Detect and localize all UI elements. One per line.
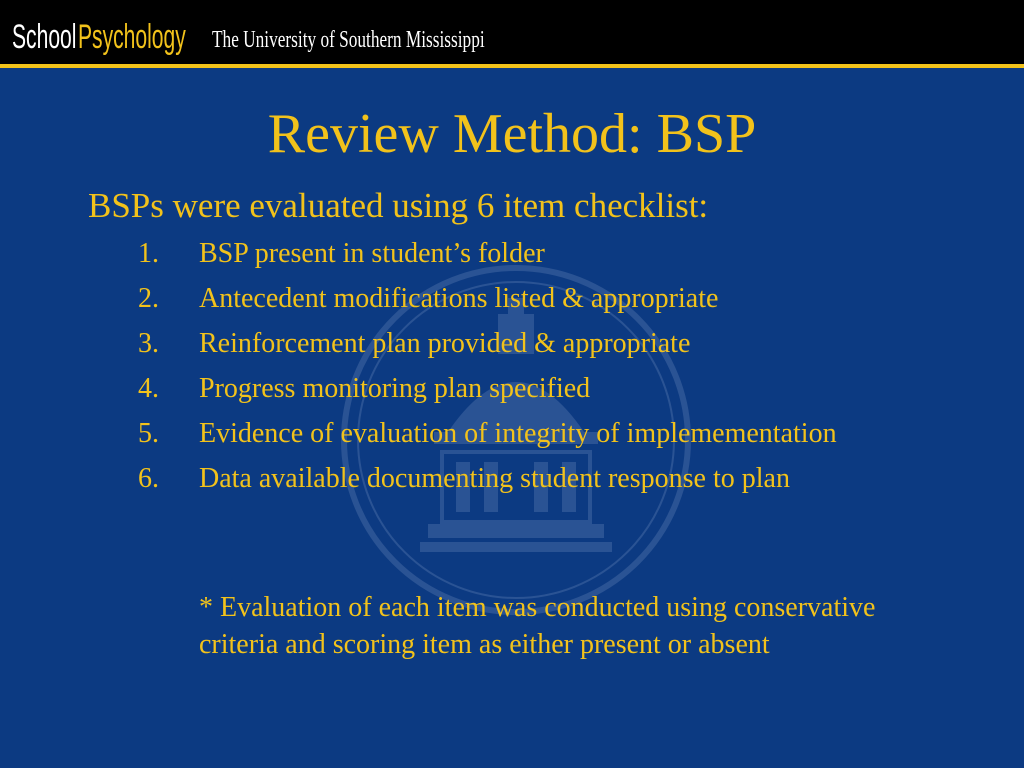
evaluation-note: * Evaluation of each item was conducted using conservative criteria and scoring item as either present or absent [199,592,876,660]
list-item-text: BSP present in student’s folder [199,238,545,269]
list-item-text: Antecedent modifications listed & appropriate [199,283,719,314]
list-item-text: Reinforcement plan provided & appropriate [199,328,691,359]
list-item-number: 4. [138,373,159,404]
list-item [138,281,958,317]
list-item [138,416,958,452]
list-item-text: Evidence of evaluation of integrity of implemementation [199,418,837,449]
checklist-intro: BSPs were evaluated using 6 item checklist: [88,186,709,225]
list-item-number: 1. [138,238,159,269]
brand-logo [12,14,591,54]
list-item-number: 5. [138,418,159,449]
checklist [138,236,958,506]
header-bar [0,0,1024,64]
list-item-number: 3. [138,328,159,359]
list-item-text: Progress monitoring plan specified [199,373,591,404]
list-item [138,461,958,497]
brand-university-text: The University of Southern Mississippi [212,27,485,53]
list-item-number: 2. [138,283,159,314]
list-item [138,236,958,272]
slide-title: Review Method: BSP [267,103,757,165]
list-item-number: 6. [138,463,159,494]
brand-school-text: School [12,18,77,56]
list-item [138,371,958,407]
list-item-text: Data available documenting student response to plan [199,463,790,494]
list-item [138,326,958,362]
header-divider [0,64,1024,68]
brand-psychology-text: Psychology [78,18,186,56]
